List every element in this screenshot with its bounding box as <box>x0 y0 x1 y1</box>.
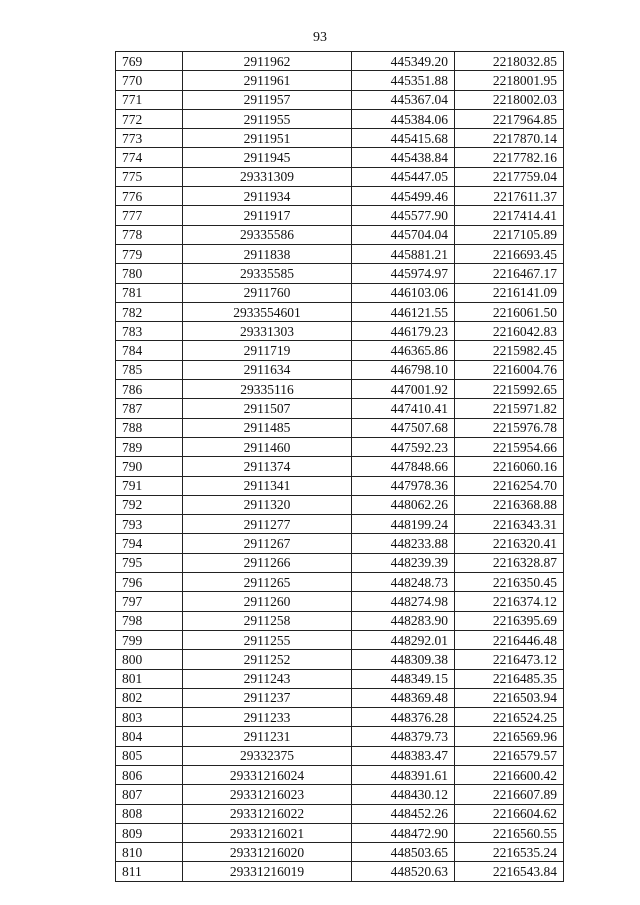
y-coordinate-cell: 2216569.96 <box>455 727 564 746</box>
y-coordinate-cell: 2217964.85 <box>455 109 564 128</box>
row-index-cell: 790 <box>116 457 183 476</box>
row-index-cell: 780 <box>116 264 183 283</box>
y-coordinate-cell: 2218001.95 <box>455 71 564 90</box>
table-row <box>116 476 564 495</box>
point-code-cell: 29331216020 <box>183 843 352 862</box>
x-coordinate-cell: 448239.39 <box>352 553 455 572</box>
point-code-cell: 2911760 <box>183 283 352 302</box>
y-coordinate-cell: 2216042.83 <box>455 322 564 341</box>
y-coordinate-cell: 2215971.82 <box>455 399 564 418</box>
y-coordinate-cell: 2216446.48 <box>455 630 564 649</box>
row-index-cell: 778 <box>116 225 183 244</box>
y-coordinate-cell: 2216060.16 <box>455 457 564 476</box>
x-coordinate-cell: 448369.48 <box>352 688 455 707</box>
table-row <box>116 360 564 379</box>
y-coordinate-cell: 2217782.16 <box>455 148 564 167</box>
table-row <box>116 495 564 514</box>
coordinates-table-body <box>116 52 564 882</box>
row-index-cell: 792 <box>116 495 183 514</box>
x-coordinate-cell: 445349.20 <box>352 52 455 71</box>
y-coordinate-cell: 2216524.25 <box>455 708 564 727</box>
x-coordinate-cell: 448391.61 <box>352 765 455 784</box>
table-row <box>116 573 564 592</box>
x-coordinate-cell: 447848.66 <box>352 457 455 476</box>
row-index-cell: 804 <box>116 727 183 746</box>
point-code-cell: 29331309 <box>183 167 352 186</box>
point-code-cell: 2911945 <box>183 148 352 167</box>
x-coordinate-cell: 446365.86 <box>352 341 455 360</box>
y-coordinate-cell: 2217870.14 <box>455 129 564 148</box>
row-index-cell: 770 <box>116 71 183 90</box>
point-code-cell: 2911634 <box>183 360 352 379</box>
x-coordinate-cell: 448376.28 <box>352 708 455 727</box>
x-coordinate-cell: 445499.46 <box>352 187 455 206</box>
point-code-cell: 2911485 <box>183 418 352 437</box>
y-coordinate-cell: 2216254.70 <box>455 476 564 495</box>
x-coordinate-cell: 448199.24 <box>352 515 455 534</box>
point-code-cell: 2911255 <box>183 630 352 649</box>
point-code-cell: 2911252 <box>183 650 352 669</box>
row-index-cell: 811 <box>116 862 183 881</box>
table-row <box>116 708 564 727</box>
point-code-cell: 2911231 <box>183 727 352 746</box>
row-index-cell: 802 <box>116 688 183 707</box>
x-coordinate-cell: 448309.38 <box>352 650 455 669</box>
x-coordinate-cell: 448233.88 <box>352 534 455 553</box>
x-coordinate-cell: 445384.06 <box>352 109 455 128</box>
point-code-cell: 2911951 <box>183 129 352 148</box>
table-row <box>116 611 564 630</box>
point-code-cell: 2911934 <box>183 187 352 206</box>
x-coordinate-cell: 445367.04 <box>352 90 455 109</box>
y-coordinate-cell: 2217759.04 <box>455 167 564 186</box>
table-row <box>116 592 564 611</box>
y-coordinate-cell: 2216473.12 <box>455 650 564 669</box>
row-index-cell: 803 <box>116 708 183 727</box>
row-index-cell: 805 <box>116 746 183 765</box>
row-index-cell: 771 <box>116 90 183 109</box>
row-index-cell: 799 <box>116 630 183 649</box>
row-index-cell: 809 <box>116 823 183 842</box>
table-row <box>116 688 564 707</box>
x-coordinate-cell: 448349.15 <box>352 669 455 688</box>
x-coordinate-cell: 448292.01 <box>352 630 455 649</box>
point-code-cell: 29331216022 <box>183 804 352 823</box>
y-coordinate-cell: 2216343.31 <box>455 515 564 534</box>
y-coordinate-cell: 2217414.41 <box>455 206 564 225</box>
point-code-cell: 2911917 <box>183 206 352 225</box>
table-row <box>116 804 564 823</box>
table-row <box>116 302 564 321</box>
table-row <box>116 206 564 225</box>
row-index-cell: 808 <box>116 804 183 823</box>
point-code-cell: 29332375 <box>183 746 352 765</box>
y-coordinate-cell: 2217611.37 <box>455 187 564 206</box>
row-index-cell: 795 <box>116 553 183 572</box>
x-coordinate-cell: 445704.04 <box>352 225 455 244</box>
point-code-cell: 29331216019 <box>183 862 352 881</box>
point-code-cell: 29335586 <box>183 225 352 244</box>
y-coordinate-cell: 2217105.89 <box>455 225 564 244</box>
x-coordinate-cell: 448379.73 <box>352 727 455 746</box>
x-coordinate-cell: 448430.12 <box>352 785 455 804</box>
table-row <box>116 71 564 90</box>
table-row <box>116 418 564 437</box>
table-row <box>116 457 564 476</box>
y-coordinate-cell: 2216579.57 <box>455 746 564 765</box>
row-index-cell: 810 <box>116 843 183 862</box>
row-index-cell: 769 <box>116 52 183 71</box>
y-coordinate-cell: 2215982.45 <box>455 341 564 360</box>
coordinates-table <box>115 51 564 882</box>
row-index-cell: 788 <box>116 418 183 437</box>
y-coordinate-cell: 2216368.88 <box>455 495 564 514</box>
x-coordinate-cell: 446798.10 <box>352 360 455 379</box>
row-index-cell: 773 <box>116 129 183 148</box>
point-code-cell: 2911374 <box>183 457 352 476</box>
point-code-cell: 2911838 <box>183 244 352 263</box>
table-row <box>116 264 564 283</box>
row-index-cell: 772 <box>116 109 183 128</box>
point-code-cell: 2911719 <box>183 341 352 360</box>
y-coordinate-cell: 2216543.84 <box>455 862 564 881</box>
row-index-cell: 806 <box>116 765 183 784</box>
table-row <box>116 669 564 688</box>
row-index-cell: 776 <box>116 187 183 206</box>
table-row <box>116 129 564 148</box>
x-coordinate-cell: 445415.68 <box>352 129 455 148</box>
row-index-cell: 807 <box>116 785 183 804</box>
x-coordinate-cell: 448520.63 <box>352 862 455 881</box>
row-index-cell: 801 <box>116 669 183 688</box>
x-coordinate-cell: 448283.90 <box>352 611 455 630</box>
page-number: 93 <box>313 30 327 45</box>
table-row <box>116 823 564 842</box>
x-coordinate-cell: 445447.05 <box>352 167 455 186</box>
table-row <box>116 765 564 784</box>
x-coordinate-cell: 446103.06 <box>352 283 455 302</box>
table-row <box>116 283 564 302</box>
x-coordinate-cell: 448274.98 <box>352 592 455 611</box>
y-coordinate-cell: 2218002.03 <box>455 90 564 109</box>
row-index-cell: 786 <box>116 380 183 399</box>
x-coordinate-cell: 447001.92 <box>352 380 455 399</box>
row-index-cell: 791 <box>116 476 183 495</box>
row-index-cell: 784 <box>116 341 183 360</box>
point-code-cell: 2911265 <box>183 573 352 592</box>
point-code-cell: 29331303 <box>183 322 352 341</box>
y-coordinate-cell: 2216535.24 <box>455 843 564 862</box>
point-code-cell: 2911260 <box>183 592 352 611</box>
point-code-cell: 29331216024 <box>183 765 352 784</box>
x-coordinate-cell: 446121.55 <box>352 302 455 321</box>
x-coordinate-cell: 448452.26 <box>352 804 455 823</box>
y-coordinate-cell: 2215976.78 <box>455 418 564 437</box>
point-code-cell: 2911267 <box>183 534 352 553</box>
x-coordinate-cell: 445881.21 <box>352 244 455 263</box>
table-row <box>116 90 564 109</box>
row-index-cell: 793 <box>116 515 183 534</box>
point-code-cell: 2911957 <box>183 90 352 109</box>
row-index-cell: 798 <box>116 611 183 630</box>
point-code-cell: 2911237 <box>183 688 352 707</box>
table-row <box>116 109 564 128</box>
row-index-cell: 777 <box>116 206 183 225</box>
point-code-cell: 2933554601 <box>183 302 352 321</box>
row-index-cell: 794 <box>116 534 183 553</box>
x-coordinate-cell: 446179.23 <box>352 322 455 341</box>
x-coordinate-cell: 445438.84 <box>352 148 455 167</box>
x-coordinate-cell: 445577.90 <box>352 206 455 225</box>
row-index-cell: 774 <box>116 148 183 167</box>
y-coordinate-cell: 2215954.66 <box>455 437 564 456</box>
table-row <box>116 52 564 71</box>
table-row <box>116 244 564 263</box>
point-code-cell: 2911341 <box>183 476 352 495</box>
row-index-cell: 775 <box>116 167 183 186</box>
row-index-cell: 785 <box>116 360 183 379</box>
x-coordinate-cell: 447507.68 <box>352 418 455 437</box>
table-row <box>116 630 564 649</box>
y-coordinate-cell: 2216328.87 <box>455 553 564 572</box>
point-code-cell: 2911233 <box>183 708 352 727</box>
x-coordinate-cell: 445351.88 <box>352 71 455 90</box>
point-code-cell: 2911962 <box>183 52 352 71</box>
x-coordinate-cell: 445974.97 <box>352 264 455 283</box>
y-coordinate-cell: 2216467.17 <box>455 264 564 283</box>
x-coordinate-cell: 447410.41 <box>352 399 455 418</box>
row-index-cell: 787 <box>116 399 183 418</box>
x-coordinate-cell: 448503.65 <box>352 843 455 862</box>
row-index-cell: 779 <box>116 244 183 263</box>
table-row <box>116 322 564 341</box>
table-row <box>116 843 564 862</box>
y-coordinate-cell: 2216350.45 <box>455 573 564 592</box>
y-coordinate-cell: 2216503.94 <box>455 688 564 707</box>
point-code-cell: 29331216023 <box>183 785 352 804</box>
point-code-cell: 29335116 <box>183 380 352 399</box>
table-row <box>116 148 564 167</box>
y-coordinate-cell: 2216560.55 <box>455 823 564 842</box>
table-row <box>116 650 564 669</box>
point-code-cell: 2911277 <box>183 515 352 534</box>
row-index-cell: 782 <box>116 302 183 321</box>
y-coordinate-cell: 2216061.50 <box>455 302 564 321</box>
y-coordinate-cell: 2218032.85 <box>455 52 564 71</box>
point-code-cell: 2911955 <box>183 109 352 128</box>
point-code-cell: 29331216021 <box>183 823 352 842</box>
row-index-cell: 783 <box>116 322 183 341</box>
row-index-cell: 789 <box>116 437 183 456</box>
x-coordinate-cell: 448472.90 <box>352 823 455 842</box>
table-row <box>116 727 564 746</box>
table-row <box>116 553 564 572</box>
table-row <box>116 862 564 881</box>
point-code-cell: 2911243 <box>183 669 352 688</box>
y-coordinate-cell: 2216600.42 <box>455 765 564 784</box>
x-coordinate-cell: 448248.73 <box>352 573 455 592</box>
table-row <box>116 746 564 765</box>
y-coordinate-cell: 2216607.89 <box>455 785 564 804</box>
y-coordinate-cell: 2215992.65 <box>455 380 564 399</box>
point-code-cell: 2911266 <box>183 553 352 572</box>
row-index-cell: 781 <box>116 283 183 302</box>
table-row <box>116 534 564 553</box>
row-index-cell: 800 <box>116 650 183 669</box>
y-coordinate-cell: 2216374.12 <box>455 592 564 611</box>
table-row <box>116 785 564 804</box>
y-coordinate-cell: 2216485.35 <box>455 669 564 688</box>
x-coordinate-cell: 448383.47 <box>352 746 455 765</box>
table-row <box>116 225 564 244</box>
x-coordinate-cell: 447592.23 <box>352 437 455 456</box>
table-row <box>116 515 564 534</box>
y-coordinate-cell: 2216604.62 <box>455 804 564 823</box>
point-code-cell: 2911258 <box>183 611 352 630</box>
table-row <box>116 437 564 456</box>
y-coordinate-cell: 2216141.09 <box>455 283 564 302</box>
table-row <box>116 380 564 399</box>
y-coordinate-cell: 2216320.41 <box>455 534 564 553</box>
x-coordinate-cell: 447978.36 <box>352 476 455 495</box>
point-code-cell: 2911460 <box>183 437 352 456</box>
y-coordinate-cell: 2216004.76 <box>455 360 564 379</box>
table-row <box>116 341 564 360</box>
y-coordinate-cell: 2216395.69 <box>455 611 564 630</box>
y-coordinate-cell: 2216693.45 <box>455 244 564 263</box>
point-code-cell: 2911320 <box>183 495 352 514</box>
x-coordinate-cell: 448062.26 <box>352 495 455 514</box>
point-code-cell: 2911961 <box>183 71 352 90</box>
row-index-cell: 796 <box>116 573 183 592</box>
point-code-cell: 29335585 <box>183 264 352 283</box>
table-row <box>116 167 564 186</box>
row-index-cell: 797 <box>116 592 183 611</box>
table-row <box>116 399 564 418</box>
point-code-cell: 2911507 <box>183 399 352 418</box>
table-row <box>116 187 564 206</box>
